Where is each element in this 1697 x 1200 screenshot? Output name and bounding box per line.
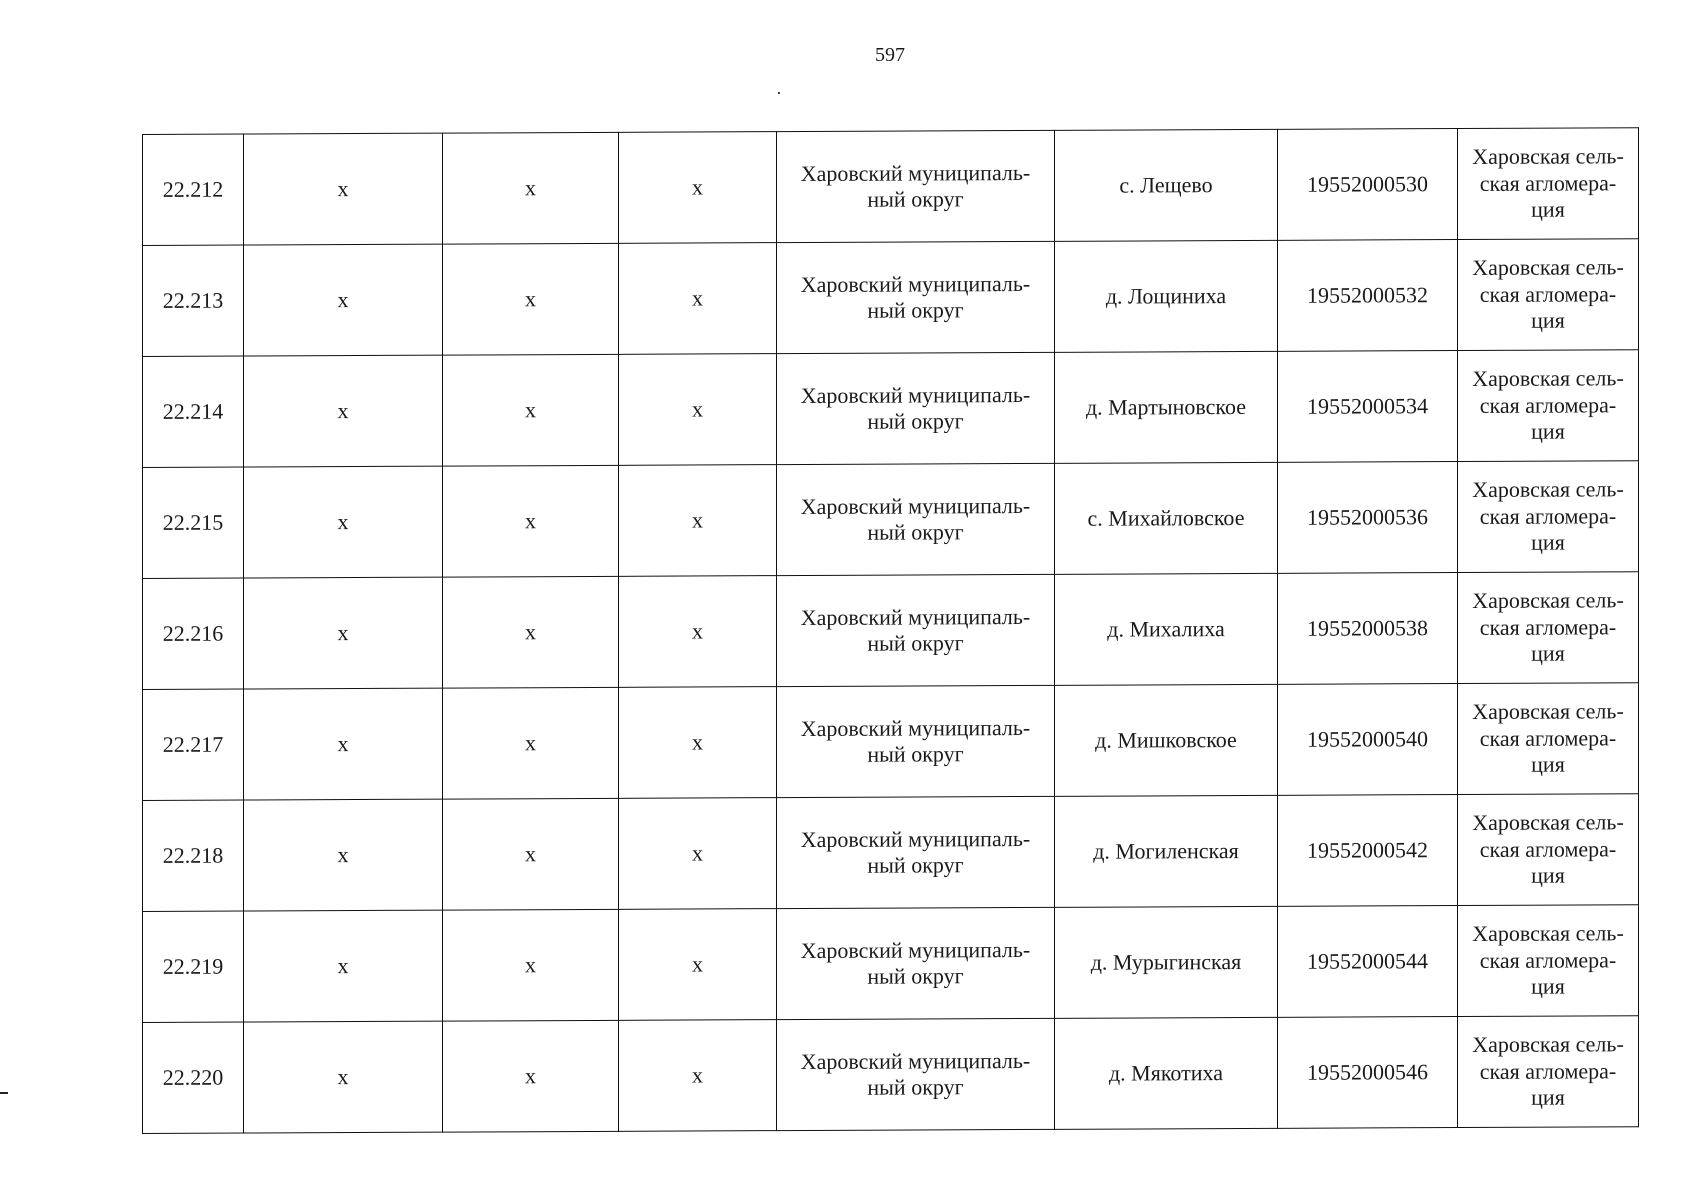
settlement-cell: д. Мурыгинская <box>1055 906 1278 1018</box>
municipality-cell <box>777 241 1055 353</box>
agglomeration-cell <box>1458 239 1639 351</box>
agglomeration-cell <box>1458 128 1639 240</box>
table-row <box>143 350 1639 468</box>
x-mark-cell: х <box>619 132 777 244</box>
row-number-cell: 22.215 <box>143 467 244 578</box>
agglomeration-cell <box>1458 683 1639 795</box>
municipality-text: Харовский муниципаль- ный округ <box>800 270 1031 323</box>
municipality-text: Харовский муниципаль- ный округ <box>800 936 1031 989</box>
x-mark-cell: х <box>443 132 619 244</box>
settlement-cell: д. Мякотиха <box>1055 1017 1278 1129</box>
x-mark-cell: х <box>443 687 619 799</box>
x-mark-cell: х <box>244 799 443 911</box>
settlement-cell: д. Мишковское <box>1055 684 1278 796</box>
table-container <box>142 127 1638 1110</box>
municipality-text: Харовский муниципаль- ный округ <box>800 1047 1031 1100</box>
settlement-table <box>142 127 1639 1134</box>
row-number-cell: 22.217 <box>143 689 244 800</box>
x-mark-cell: х <box>244 1021 443 1133</box>
x-mark-cell: х <box>244 355 443 467</box>
page-number: 597 <box>875 44 905 66</box>
x-mark-cell: х <box>619 798 777 910</box>
row-number-cell: 22.213 <box>143 245 244 356</box>
x-mark-cell: х <box>443 909 619 1021</box>
agglomeration-text: Харовская сель- ская агломера- ция <box>1472 920 1624 999</box>
x-mark-cell: х <box>244 466 443 578</box>
municipality-text: Харовский муниципаль- ный округ <box>800 825 1031 878</box>
code-cell: 19552000536 <box>1278 462 1458 574</box>
agglomeration-cell <box>1458 794 1639 906</box>
table-row <box>143 794 1639 912</box>
row-number-cell: 22.214 <box>143 356 244 467</box>
agglomeration-cell <box>1458 1016 1639 1128</box>
row-number-cell: 22.216 <box>143 578 244 689</box>
settlement-cell: с. Лещево <box>1055 129 1278 241</box>
municipality-text: Харовский муниципаль- ный округ <box>800 381 1031 434</box>
x-mark-cell: х <box>244 577 443 689</box>
table-row <box>143 239 1639 357</box>
x-mark-cell: х <box>443 576 619 688</box>
table-row <box>143 128 1639 246</box>
settlement-cell: д. Мартыновское <box>1055 351 1278 463</box>
row-number-cell: 22.220 <box>143 1022 244 1133</box>
table-body <box>143 128 1639 1134</box>
municipality-text: Харовский муниципаль- ный округ <box>800 714 1031 767</box>
row-number-cell: 22.212 <box>143 134 244 245</box>
municipality-cell <box>777 463 1055 575</box>
table-row <box>143 461 1639 579</box>
x-mark-cell: х <box>619 1020 777 1132</box>
table-row <box>143 1016 1639 1134</box>
settlement-cell: д. Михалиха <box>1055 573 1278 685</box>
municipality-cell <box>777 796 1055 908</box>
code-cell: 19552000546 <box>1278 1017 1458 1129</box>
agglomeration-text: Харовская сель- ская агломера- ция <box>1472 809 1624 888</box>
municipality-cell <box>777 574 1055 686</box>
code-cell: 19552000540 <box>1278 684 1458 796</box>
x-mark-cell: х <box>244 244 443 356</box>
agglomeration-text: Харовская сель- ская агломера- ция <box>1472 1031 1624 1110</box>
x-mark-cell: х <box>619 465 777 577</box>
municipality-text: Харовский муниципаль- ный округ <box>800 492 1031 545</box>
municipality-cell <box>777 1018 1055 1130</box>
x-mark-cell: х <box>443 465 619 577</box>
agglomeration-text: Харовская сель- ская агломера- ция <box>1472 698 1624 777</box>
agglomeration-text: Харовская сель- ская агломера- ция <box>1472 254 1624 333</box>
agglomeration-text: Харовская сель- ская агломера- ция <box>1472 476 1624 555</box>
scan-speck <box>778 92 780 94</box>
settlement-cell: с. Михайловское <box>1055 462 1278 574</box>
municipality-text: Харовский муниципаль- ный округ <box>800 159 1031 212</box>
table-row <box>143 905 1639 1023</box>
x-mark-cell: х <box>244 910 443 1022</box>
x-mark-cell: х <box>619 243 777 355</box>
x-mark-cell: х <box>443 798 619 910</box>
x-mark-cell: х <box>244 133 443 245</box>
code-cell: 19552000544 <box>1278 906 1458 1018</box>
x-mark-cell: х <box>619 687 777 799</box>
x-mark-cell: х <box>443 243 619 355</box>
agglomeration-text: Харовская сель- ская агломера- ция <box>1472 143 1624 222</box>
x-mark-cell: х <box>443 354 619 466</box>
table-row <box>143 683 1639 801</box>
x-mark-cell: х <box>244 688 443 800</box>
x-mark-cell: х <box>619 576 777 688</box>
row-number-cell: 22.219 <box>143 911 244 1022</box>
agglomeration-cell <box>1458 461 1639 573</box>
x-mark-cell: х <box>619 354 777 466</box>
municipality-text: Харовский муниципаль- ный округ <box>800 603 1031 656</box>
municipality-cell <box>777 685 1055 797</box>
settlement-cell: д. Лощиниха <box>1055 240 1278 352</box>
x-mark-cell: х <box>619 909 777 1021</box>
agglomeration-text: Харовская сель- ская агломера- ция <box>1472 587 1624 666</box>
code-cell: 19552000530 <box>1278 129 1458 241</box>
municipality-cell <box>777 352 1055 464</box>
code-cell: 19552000534 <box>1278 351 1458 463</box>
margin-mark <box>0 1092 8 1094</box>
municipality-cell <box>777 130 1055 242</box>
agglomeration-text: Харовская сель- ская агломера- ция <box>1472 365 1624 444</box>
municipality-cell <box>777 907 1055 1019</box>
settlement-cell: д. Могиленская <box>1055 795 1278 907</box>
code-cell: 19552000542 <box>1278 795 1458 907</box>
code-cell: 19552000538 <box>1278 573 1458 685</box>
agglomeration-cell <box>1458 905 1639 1017</box>
row-number-cell: 22.218 <box>143 800 244 911</box>
x-mark-cell: х <box>443 1020 619 1132</box>
code-cell: 19552000532 <box>1278 240 1458 352</box>
table-row <box>143 572 1639 690</box>
agglomeration-cell <box>1458 572 1639 684</box>
agglomeration-cell <box>1458 350 1639 462</box>
